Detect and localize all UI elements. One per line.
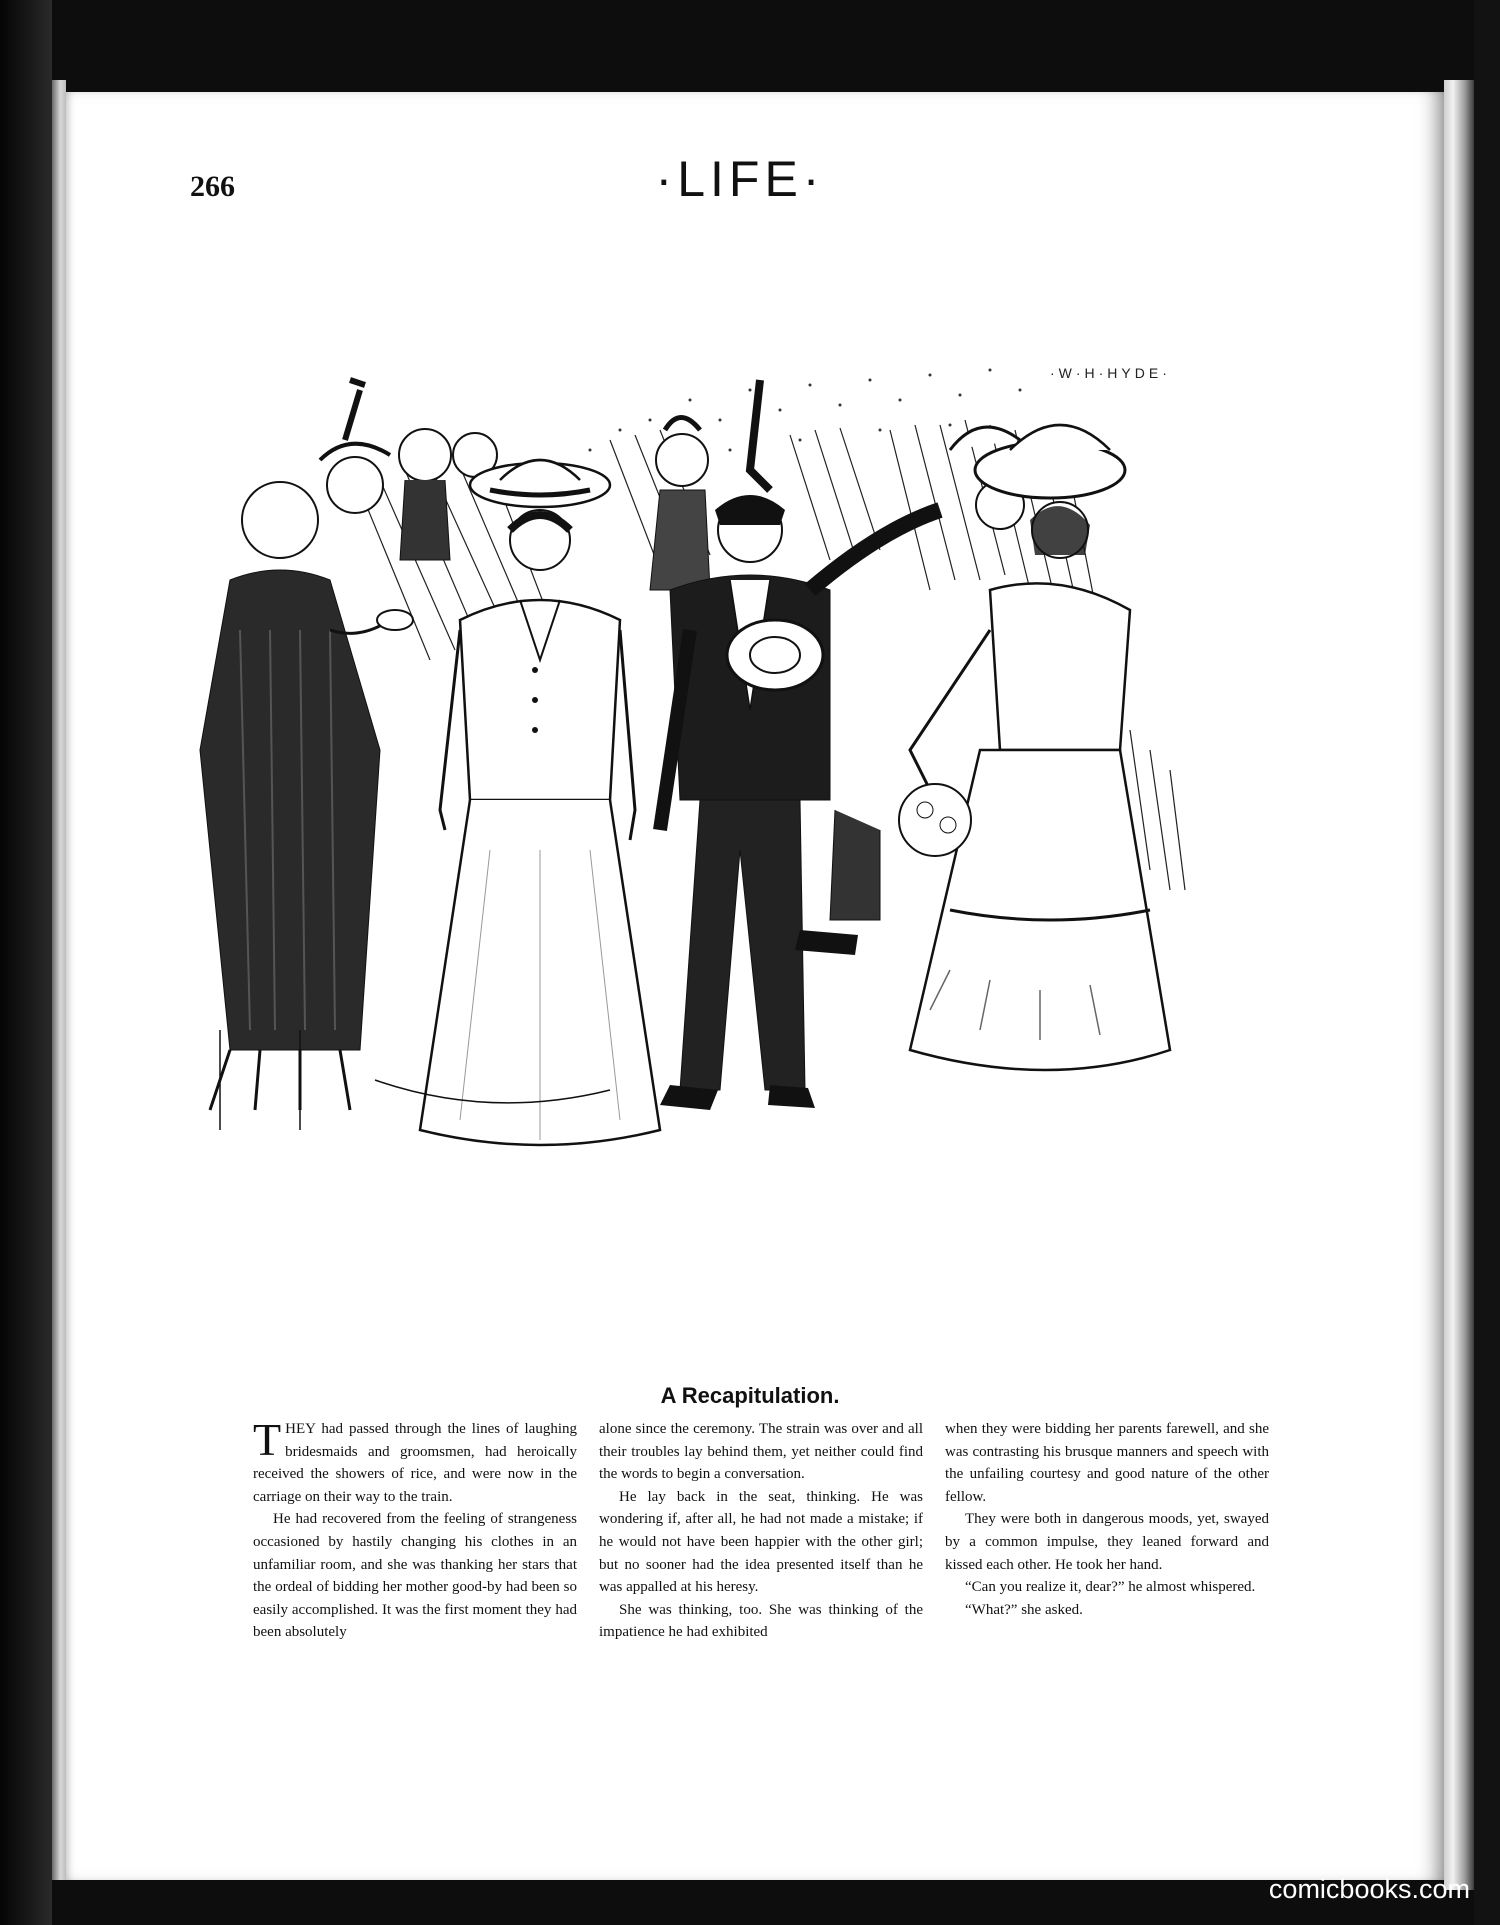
paragraph: alone since the ceremony. The strain was over and all their troubles lay behind them, yet neither could find the words to begin a conversation.	[599, 1421, 923, 1483]
paragraph	[253, 1414, 577, 1508]
paragraph: She was thinking, too. She was thinking of the impatience he had exhibited	[599, 1601, 923, 1641]
figure-bride	[420, 460, 660, 1145]
story-columns	[253, 1414, 1270, 1718]
artist-signature: ·W·H·HYDE·	[1050, 365, 1171, 381]
paragraph: He had recovered from the feeling of strangeness occasioned by hastily changing his clothes in an unfamiliar room, and she was thanking her stars that the ordeal of bidding her mother good-by had been so easily accomplished. It was the first moment they had been absolutely	[253, 1511, 577, 1641]
story-title: A Recapitulation.	[660, 1383, 840, 1408]
background-right	[1474, 0, 1500, 1925]
figure-groom	[660, 495, 940, 1110]
paragraph: when they were bidding her parents farewell, and she was contrasting his brusque manners and speech with the unfailing courtesy and good nature of the other fellow.	[945, 1421, 1269, 1505]
rice-shower	[589, 369, 1022, 452]
masthead-title: ·LIFE·	[655, 151, 825, 207]
paragraph: They were both in dangerous moods, yet, swayed by a common impulse, they leaned forward and kissed each other. He took her hand.	[945, 1511, 1269, 1573]
paragraph: He lay back in the seat, thinking. He was wondering if, after all, he had not made a mistake; if he would not have been happier with the other girl; but no sooner had the idea presented itself than he was appalled at his heresy.	[599, 1488, 923, 1596]
figure-old-man	[200, 482, 413, 1110]
page-edge-right	[1444, 80, 1474, 1890]
page-number: 266	[190, 170, 235, 203]
drop-cap: T	[253, 1414, 282, 1465]
paragraph-text: HEY had passed through the lines of laughing bridesmaids and groomsmen, had heroically received the showers of rice, and were now in the carriage on their way to the train.	[253, 1421, 577, 1505]
story-column-2	[599, 1418, 923, 1718]
story-column-3	[945, 1418, 1269, 1718]
paragraph: “What?” she asked.	[965, 1601, 1083, 1618]
figures-background-crowd	[320, 380, 1024, 590]
page-edge-left	[52, 80, 66, 1880]
story-column-1	[253, 1414, 577, 1718]
illustration-drawing	[190, 330, 1310, 1330]
watermark: comicbooks.com	[1268, 1874, 1470, 1904]
binding-shadow-left	[0, 0, 52, 1925]
wedding-illustration	[190, 330, 1310, 1330]
paragraph: “Can you realize it, dear?” he almost whispered.	[965, 1579, 1256, 1596]
